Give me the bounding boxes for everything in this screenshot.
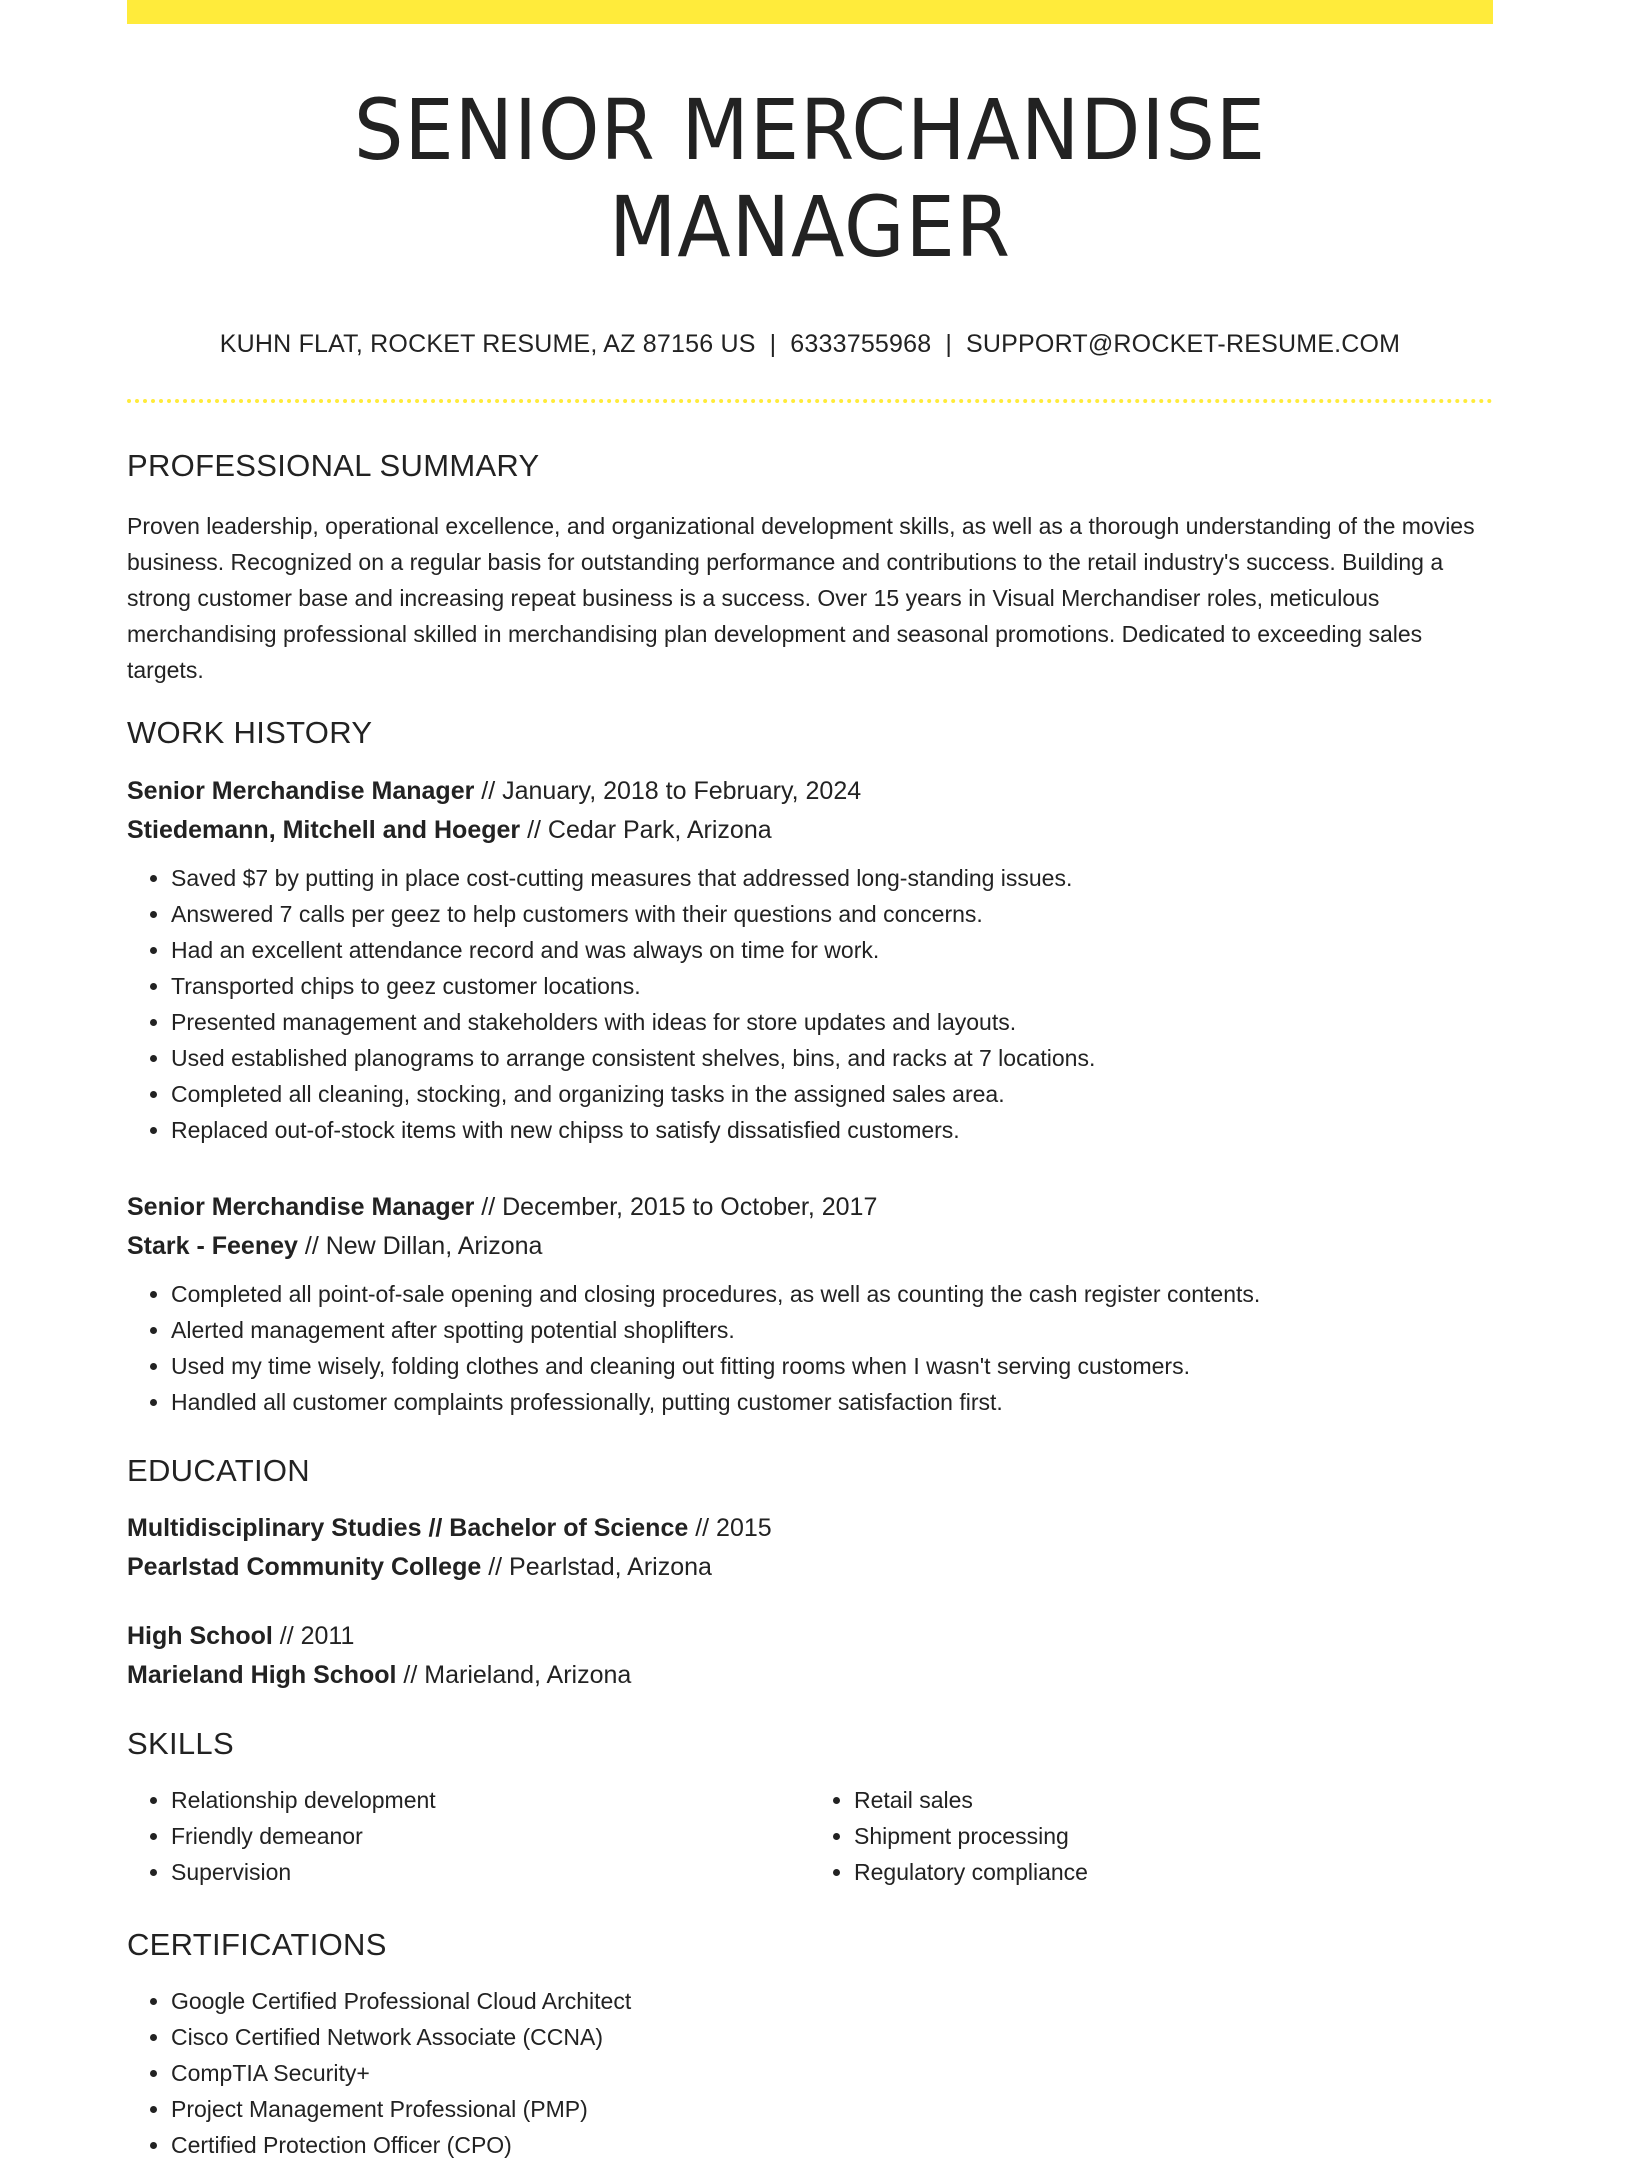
- job-bullet: • Answered 7 calls per geez to help customers with their questions and concerns.: [171, 896, 1493, 932]
- job-bullets: [127, 860, 1493, 1148]
- certifications-list: [127, 1983, 1493, 2163]
- education-location: // Pearlstad, Arizona: [481, 1552, 712, 1581]
- certification-item: • Google Certified Professional Cloud Architect: [171, 1983, 1493, 2019]
- job-bullet: • Transported chips to geez customer locations.: [171, 968, 1493, 1004]
- job-location: // New Dillan, Arizona: [297, 1231, 543, 1260]
- certification-item: • Certified Protection Officer (CPO): [171, 2127, 1493, 2163]
- dotted-divider: [127, 399, 1493, 403]
- skill-item: • Relationship development: [171, 1782, 810, 1818]
- education-degree: Multidisciplinary Studies // Bachelor of Science: [127, 1513, 689, 1542]
- education-location: // Marieland, Arizona: [396, 1660, 632, 1689]
- education-entry: [127, 1509, 1493, 1587]
- contact-separator: |: [945, 330, 953, 359]
- education-year: // 2011: [272, 1621, 355, 1650]
- certification-item: • Project Management Professional (PMP): [171, 2091, 1493, 2127]
- job-company: Stiedemann, Mitchell and Hoeger: [127, 815, 521, 844]
- job-bullet: • Alerted management after spotting potential shoplifters.: [171, 1312, 1493, 1348]
- skill-item: • Friendly demeanor: [171, 1818, 810, 1854]
- education-degree-line: [127, 1509, 1493, 1548]
- job-bullet: • Replaced out-of-stock items with new chipss to satisfy dissatisfied customers.: [171, 1112, 1493, 1148]
- job-bullet: • Presented management and stakeholders with ideas for store updates and layouts.: [171, 1004, 1493, 1040]
- contact-address: KUHN FLAT, ROCKET RESUME, AZ 87156 US: [219, 330, 756, 359]
- education-entry: [127, 1617, 1493, 1695]
- job-bullet: • Used my time wisely, folding clothes and cleaning out fitting rooms when I wasn't serving customers.: [171, 1348, 1493, 1384]
- education-degree-line: [127, 1617, 1493, 1656]
- job-bullet: • Had an excellent attendance record and was always on time for work.: [171, 932, 1493, 968]
- job-bullet: • Saved $7 by putting in place cost-cutting measures that addressed long-standing issues.: [171, 860, 1493, 896]
- resume-title: SENIOR MERCHANDISE MANAGER: [353, 81, 1267, 276]
- education-year: // 2015: [688, 1513, 772, 1542]
- accent-bar: [127, 0, 1493, 24]
- job-role: Senior Merchandise Manager: [127, 776, 475, 805]
- resume-page: [127, 0, 1493, 2163]
- contact-phone: 6333755968: [790, 330, 932, 359]
- education-school-line: [127, 1656, 1493, 1695]
- job-bullet: • Completed all point-of-sale opening and closing procedures, as well as counting the cash register contents.: [171, 1276, 1493, 1312]
- job-location: // Cedar Park, Arizona: [520, 815, 772, 844]
- job-bullets: [127, 1276, 1493, 1420]
- education-school: Marieland High School: [127, 1660, 397, 1689]
- skills-heading: SKILLS: [127, 1725, 234, 1761]
- work-history-heading: WORK HISTORY: [127, 715, 373, 751]
- education-school: Pearlstad Community College: [127, 1552, 482, 1581]
- skill-item: • Retail sales: [854, 1782, 1493, 1818]
- education-heading: EDUCATION: [127, 1452, 310, 1488]
- education-school-line: [127, 1548, 1493, 1587]
- contact-line: [127, 329, 1493, 359]
- summary-text: Proven leadership, operational excellence, and organizational development skills, as well as a thorough understanding of the movies business. Recognized on a regular basis for outstanding performance and contributions to the retail industry's success. Building a strong customer base and increasing repeat business is a success. Over 15 years in Visual Merchandiser roles, meticulous merchandising professional skilled in merchandising plan development and seasonal promotions. Dedicated to exceeding sales targets.: [127, 513, 1475, 684]
- job-bullet: • Used established planograms to arrange consistent shelves, bins, and racks at 7 locations.: [171, 1040, 1493, 1076]
- summary-heading: PROFESSIONAL SUMMARY: [127, 448, 540, 484]
- job-dates: // December, 2015 to October, 2017: [474, 1192, 878, 1221]
- job-role-line: [127, 772, 1493, 811]
- contact-separator: |: [769, 330, 777, 359]
- education-degree: High School: [127, 1621, 273, 1650]
- job-bullet: • Completed all cleaning, stocking, and organizing tasks in the assigned sales area.: [171, 1076, 1493, 1112]
- job-company-line: [127, 811, 1493, 850]
- skills-left-list: [127, 1782, 810, 1890]
- contact-email: SUPPORT@ROCKET-RESUME.COM: [966, 330, 1401, 359]
- job-role-line: [127, 1188, 1493, 1227]
- certification-item: • Cisco Certified Network Associate (CCNA): [171, 2019, 1493, 2055]
- skills-right-list: [810, 1782, 1493, 1890]
- job-entry: [127, 1188, 1493, 1420]
- skill-item: • Shipment processing: [854, 1818, 1493, 1854]
- skills-columns: [127, 1782, 1493, 1890]
- skill-item: • Regulatory compliance: [854, 1854, 1493, 1890]
- job-role: Senior Merchandise Manager: [127, 1192, 475, 1221]
- job-company-line: [127, 1227, 1493, 1266]
- job-dates: // January, 2018 to February, 2024: [474, 776, 862, 805]
- certification-item: • CompTIA Security+: [171, 2055, 1493, 2091]
- certifications-heading: CERTIFICATIONS: [127, 1926, 387, 1962]
- job-entry: [127, 772, 1493, 1148]
- skill-item: • Supervision: [171, 1854, 810, 1890]
- job-company: Stark - Feeney: [127, 1231, 298, 1260]
- job-bullet: • Handled all customer complaints professionally, putting customer satisfaction first.: [171, 1384, 1493, 1420]
